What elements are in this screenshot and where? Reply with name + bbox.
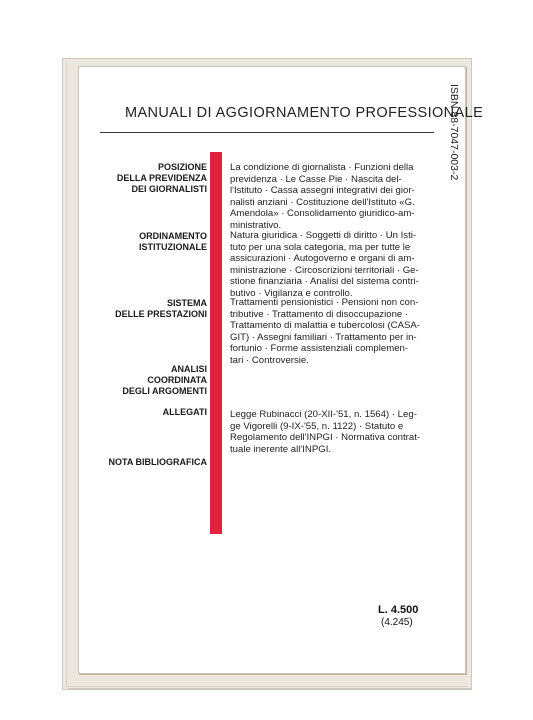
price-secondary: (4.245) — [381, 617, 413, 628]
section-text-allegati: Legge Rubinacci (20-XII-'51, n. 1564) · Leg- ge Vigorelli (9-IX-'55, n. 1122) · Statuto e Regolamento dell'INPGI · Normativa contrat- tuale inerente all'INPGI. — [230, 409, 421, 455]
isbn-text: ISBN 88-7047-003-2 — [448, 84, 460, 181]
price: L. 4.500 — [378, 604, 419, 616]
section-text-ordinamento: Natura giuridica · Soggetti di diritto · Un Isti- tuto per una sola categoria, ma per tutte le assicurazioni · Autogoverno e organi di am- ministrazione · Circoscrizioni territoriali · Ge- stione finanziaria · Analisi del sistema contri- butivo · Vigilanza e controllo. — [230, 230, 419, 299]
section-label-posizione: POSIZIONE DELLA PREVIDENZA DEI GIORNALISTI — [116, 162, 207, 194]
section-text-sistema: Trattamenti pensionistici · Pensioni non con- tributive · Trattamento di disoccupazione · Trattamento di malattia e tubercolosi (CASA- GIT) · Assegni familiari · Trattamento per in- fortunio · Forme assistenziali complemen- tari · Controversie. — [230, 297, 420, 366]
red-accent-bar — [210, 152, 222, 534]
section-label-allegati: ALLEGATI — [162, 407, 207, 417]
section-label-analisi: ANALISI COORDINATA DEGLI ARGOMENTI — [122, 364, 207, 396]
section-label-ordinamento: ORDINAMENTO ISTITUZIONALE — [139, 231, 207, 252]
title-rule — [100, 132, 434, 133]
series-title: MANUALI DI AGGIORNAMENTO PROFESSIONALE — [125, 105, 484, 121]
section-label-nota: NOTA BIBLIOGRAFICA — [108, 457, 207, 467]
section-text-posizione: La condizione di giornalista · Funzioni della previdenza · Le Casse Pie · Nascita del- l'Istituto · Cassa assegni integrativi dei gior- nalisti anziani · Costituzione dell'Istituto «G. Amendola» · Consolidamento giuridico-am- ministrativo. — [230, 162, 415, 231]
section-label-sistema: SISTEMA DELLE PRESTAZIONI — [115, 298, 207, 319]
book-bottom-edge — [68, 688, 472, 689]
